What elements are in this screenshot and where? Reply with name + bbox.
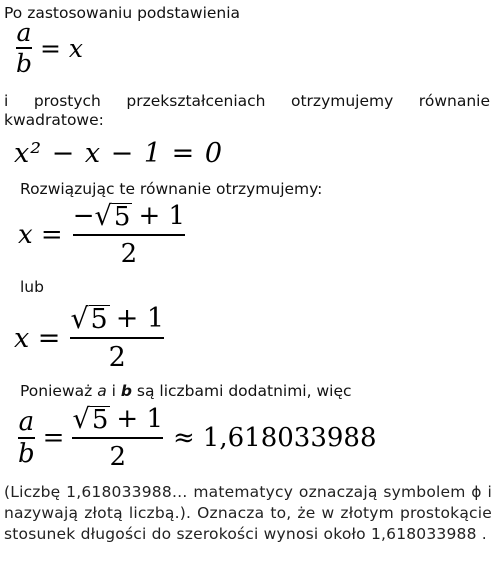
fraction-a-over-b [16,18,32,78]
denominator: b [18,438,35,469]
equation-lhs: x = [18,220,63,250]
radicand: 5 [91,404,109,435]
approx-sign: ≈ [173,423,195,453]
fraction-bar [70,337,164,339]
minus-sign: − [72,201,95,232]
transformation-text: i prostych przekształceniach otrzymujemy równanie kwadratowe: [4,92,490,129]
numerator: a [16,18,32,48]
radical-sign: √ [72,403,90,435]
fraction-solution [70,303,164,373]
numerator-suffix: + 1 [138,201,186,232]
equation-rhs: = x [40,33,84,63]
denominator: b [16,48,33,78]
denominator: 2 [109,441,126,472]
intro-line: Po zastosowaniu podstawienia [4,4,241,22]
radicand: 5 [113,201,131,232]
square-root [70,301,109,335]
variable-b: b [120,382,132,400]
equation-substitution [16,18,84,78]
golden-ratio-value: 1,618033988 [202,423,377,453]
radical-sign: √ [70,301,89,335]
numerator [70,303,164,334]
golden-ratio-explanation: (Liczbę 1,618033988… matematycy oznaczają symbolem ɸ i nazywają złotą liczbą.). Oznacza to, że w złotym prostokącie stosunek długości do szerokości wynosi około 1,618033988 . [4,483,492,543]
golden-ratio-equation [18,402,376,474]
fraction-bar [73,234,185,236]
positivity-text [20,382,352,401]
text-part: są liczbami dodatnimi, więc [131,382,352,400]
text-part: i [106,382,121,400]
text-part: Ponieważ [20,382,98,400]
fraction-solution [73,201,185,269]
equals-sign: = [42,423,65,453]
numerator-suffix: + 1 [116,404,163,435]
numerator-suffix: + 1 [115,303,165,335]
quadratic-equation: x² − x − 1 = 0 [14,138,223,169]
numerator [73,201,185,231]
fraction-a-over-b [18,407,35,469]
square-root [72,403,110,435]
denominator: 2 [120,238,138,269]
radicand: 5 [90,303,108,335]
fraction-solution [72,404,163,472]
variable-a: a [97,382,107,400]
numerator: a [18,407,35,438]
numerator [72,404,163,434]
square-root [94,200,133,232]
solving-text: Rozwiązując te równanie otrzymujemy: [20,180,323,198]
denominator: 2 [108,341,126,373]
radical-sign: √ [94,200,112,232]
or-text: lub [20,278,44,296]
solution-negative [18,200,185,270]
solution-positive [14,300,164,376]
fraction-bar [72,437,163,439]
equation-lhs: x = [14,322,61,354]
